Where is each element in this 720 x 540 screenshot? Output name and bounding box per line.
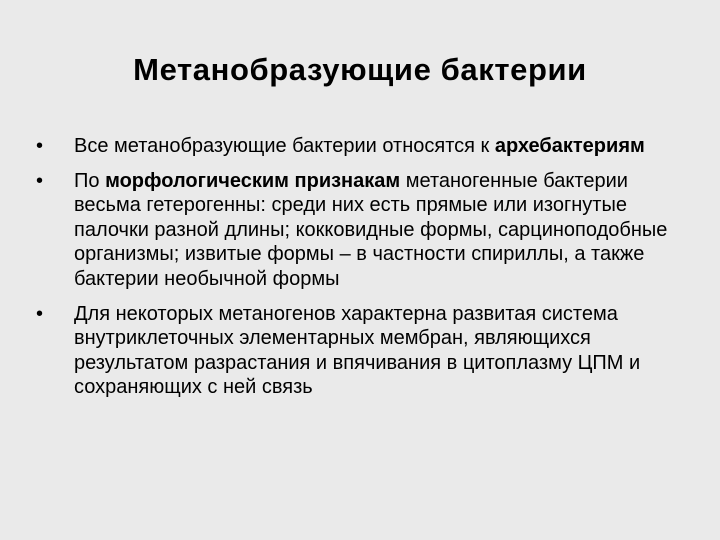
bullet-marker: • [36, 135, 44, 157]
bullet-item-archaea [36, 134, 696, 159]
bullet-item-morphology [36, 169, 696, 292]
bullet-marker: • [36, 302, 44, 325]
bullet-text: метаногенные бактерии весьма гетерогенны: среди них есть прямые или изогнутые палочки разной длины; кокковидные формы, сарциноподобные организмы; извитые формы – в частности спириллы, а также бактерии необычной формы [74, 169, 668, 290]
bullet-text: Для некоторых метаногенов характерна развитая система внутриклеточных элементарных мембран, являющихся результатом разрастания и впячивания в цитоплазму ЦПМ и сохраняющих с ней связь [74, 302, 641, 399]
bullet-item-membranes [36, 302, 696, 400]
bullet-text: По [74, 169, 106, 192]
bullet-text: Все метанобразующие бактерии относятся к [74, 135, 495, 157]
bullet-bold-text: морфологическим признакам [105, 169, 401, 192]
slide-title: Метанобразующие бактерии [133, 52, 587, 87]
bullet-list [36, 134, 696, 410]
bullet-marker: • [36, 169, 44, 192]
bullet-bold-text: архебактериям [494, 135, 645, 157]
